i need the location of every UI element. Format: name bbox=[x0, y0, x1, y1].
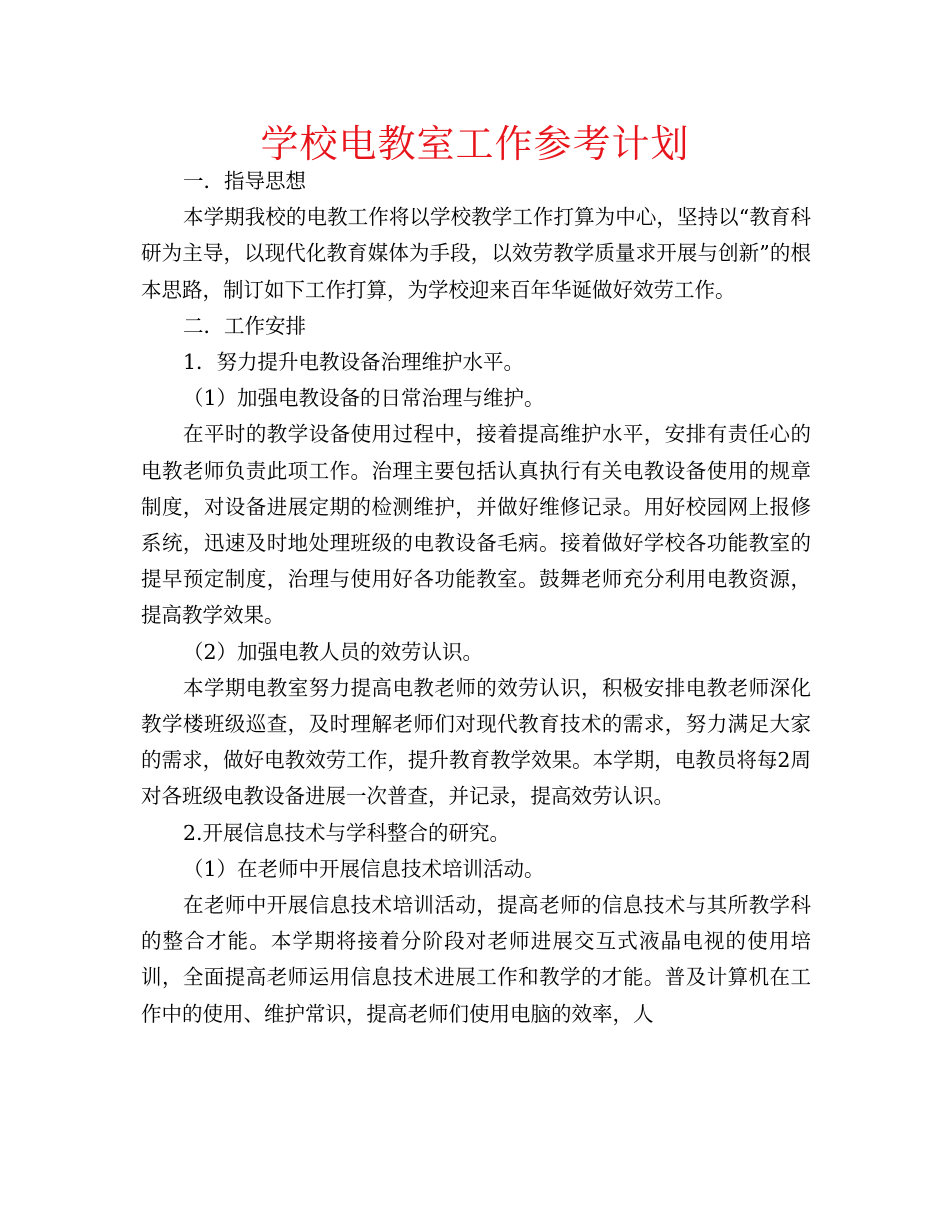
document-body bbox=[141, 163, 811, 1032]
document-title: 学校电教室工作参考计划 bbox=[260, 122, 690, 166]
section-heading-guiding-thought: 一．指导思想 bbox=[183, 169, 306, 193]
paragraph-daily-maintenance: 在平时的教学设备使用过程中，接着提高维护水平，安排有责任心的电教老师负责此项工作。治理主要包括认真执行有关电教设备使用的规章制度，对设备进展定期的检测维护，并做好维修记录。用好校园网上报修系统，迅速及时地处理班级的电教设备毛病。接着做好学校各功能教室的提早预定制度，治理与使用好各功能教室。鼓舞老师充分利用电教资源，提高教学效果。 bbox=[141, 422, 811, 628]
paragraph-it-training: 在老师中开展信息技术培训活动，提高老师的信息技术与其所教学科的整合才能。本学期将接着分阶段对老师进展交互式液晶电视的使用培训，全面提高老师运用信息技术进展工作和教学的才能。普及计算机在工作中的使用、维护常识，提高老师们使用电脑的效率，人 bbox=[141, 893, 811, 1026]
paragraph-service-awareness: 本学期电教室努力提高电教老师的效劳认识，积极安排电教老师深化教学楼班级巡查，及时理解老师们对现代教育技术的需求，努力满足大家的需求，做好电教效劳工作，提升教育教学效果。本学期，电教员将每2周对各班级电教设备进展一次普查，并记录，提高效劳认识。 bbox=[141, 675, 811, 809]
item-heading-it-integration: 2.开展信息技术与学科整合的研究。 bbox=[183, 820, 511, 845]
section-heading-work-arrangement: 二．工作安排 bbox=[183, 313, 306, 338]
subitem-heading-daily-maintenance: （1）加强电教设备的日常治理与维护。 bbox=[183, 386, 545, 411]
item-heading-equipment-maintenance: 1．努力提升电教设备治理维护水平。 bbox=[183, 350, 525, 375]
paragraph-guiding-thought: 本学期我校的电教工作将以学校教学工作打算为中心，坚持以“教育科研为主导，以现代化教育媒体为手段，以效劳教学质量求开展与创新”的根本思路，制订如下工作打算，为学校迎来百年华诞做好效劳工作。 bbox=[141, 205, 811, 302]
subitem-heading-service-awareness: （2）加强电教人员的效劳认识。 bbox=[183, 639, 484, 664]
subitem-heading-it-training: （1）在老师中开展信息技术培训活动。 bbox=[183, 856, 545, 881]
